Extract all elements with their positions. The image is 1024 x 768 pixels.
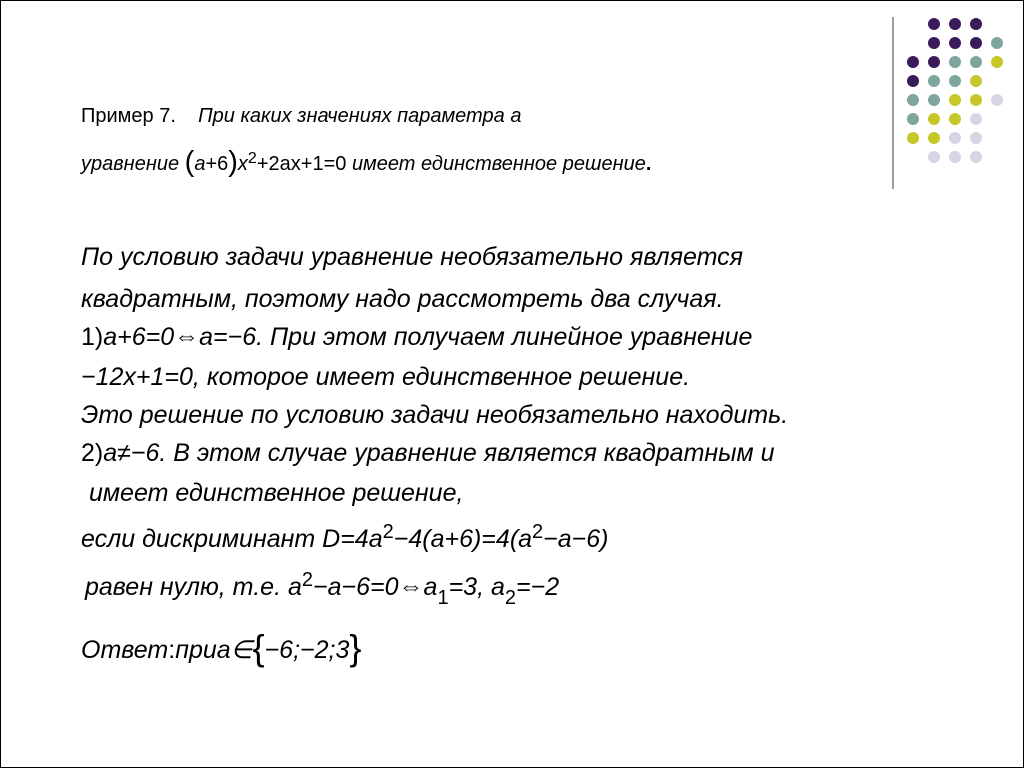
decorative-dot [991, 37, 1003, 49]
decorative-dot [970, 56, 982, 68]
body-line-9 [85, 569, 560, 609]
disc-mid: −4(a+6)=4(a [393, 525, 533, 553]
body-line-8 [81, 521, 609, 554]
decorative-dot [928, 151, 940, 163]
body-line-7: имеет единственное решение, [89, 479, 464, 507]
decorative-dot [970, 37, 982, 49]
body-line-1: По условию задачи уравнение необязательно является [81, 243, 744, 271]
decorative-dot [928, 132, 940, 144]
body-line-2: квадратным, поэтому надо рассмотреть два случая. [81, 285, 724, 313]
question-text-2: имеет единственное решение [351, 153, 646, 175]
decorative-dot [928, 56, 940, 68]
decorative-dot-grid [1, 1, 2, 2]
disc-pow-2: 2 [532, 521, 544, 543]
decorative-divider-line [892, 17, 894, 189]
case1-condition: a+6=0⇔a=−6 [103, 323, 257, 351]
title-eq-plus: + [205, 153, 218, 175]
decorative-dot [949, 151, 961, 163]
title-eq-var: x [237, 153, 248, 175]
question-param: a [510, 105, 522, 127]
body-line-5: Это решение по условию задачи необязательно находить. [81, 401, 789, 429]
case2-number: 2) [81, 439, 104, 467]
decorative-dot [928, 37, 940, 49]
decorative-dot [928, 18, 940, 30]
title-line-1 [81, 105, 521, 128]
answer-line [81, 625, 361, 667]
example-number: 7. [159, 105, 176, 127]
case1-number: 1) [81, 323, 104, 351]
decorative-dot [970, 94, 982, 106]
root-2: =−2 [516, 573, 560, 601]
title-eq-coef-a: a [194, 153, 206, 175]
root-1: =3, a [448, 573, 505, 601]
title-eq-coef-num: 6 [217, 153, 229, 175]
body-line-case1 [81, 323, 752, 352]
question-word: уравнение [81, 153, 180, 175]
root-sub-2: 2 [504, 587, 516, 609]
answer-set: −6;−2;3 [264, 636, 350, 664]
decorative-dot [928, 94, 940, 106]
title-line-2 [81, 145, 651, 178]
case2-text: . В этом случае уравнение является квадратным и [159, 439, 775, 467]
title-period: . [645, 153, 652, 175]
disc-pow-1: 2 [382, 521, 394, 543]
decorative-dot [970, 75, 982, 87]
question-text-1: При каких значениях параметра [198, 105, 505, 127]
decorative-dot [970, 18, 982, 30]
decorative-dot [970, 151, 982, 163]
line4-text: , которое имеет единственное решение. [192, 363, 691, 391]
title-eq-term2: +2ax [256, 153, 301, 175]
decorative-dot [928, 113, 940, 125]
title-eq-power: 2 [247, 149, 257, 167]
quad-a: a [287, 573, 302, 601]
answer-lbrace: { [252, 626, 265, 668]
decorative-dot [928, 75, 940, 87]
decorative-dot [949, 56, 961, 68]
decorative-dot [949, 132, 961, 144]
linear-equation: −12x+1=0 [81, 363, 193, 391]
answer-colon: : [168, 636, 176, 664]
quad-rest: −a−6=0⇔a [313, 573, 438, 601]
decorative-dot [949, 37, 961, 49]
body-line-case2 [81, 439, 775, 468]
disc-lhs: D=4a [322, 525, 383, 553]
decorative-dot [991, 56, 1003, 68]
decorative-dot [907, 75, 919, 87]
decorative-dot [949, 94, 961, 106]
decorative-dot [949, 18, 961, 30]
decorative-dot [907, 113, 919, 125]
quad-pow: 2 [301, 569, 314, 591]
decorative-dot [907, 56, 919, 68]
body-line-4 [81, 363, 690, 392]
case2-condition: a≠−6 [103, 439, 160, 467]
decorative-dot [970, 132, 982, 144]
title-eq-term3: +1=0 [300, 153, 347, 175]
decorative-dot [991, 94, 1003, 106]
answer-text: при [175, 636, 217, 664]
decorative-dot [949, 75, 961, 87]
answer-rbrace: } [349, 626, 362, 668]
root-sub-1: 1 [437, 587, 449, 609]
answer-label: Ответ [81, 636, 169, 664]
decorative-dot [949, 113, 961, 125]
decorative-dot [907, 94, 919, 106]
answer-set-var: a∈ [216, 636, 253, 664]
case1-text: . При этом получаем линейное уравнение [256, 323, 753, 351]
decorative-dot [970, 113, 982, 125]
title-paren-close: ) [228, 146, 238, 179]
disc-rhs: −a−6) [543, 525, 609, 553]
zero-text: равен нулю, т.е. [85, 573, 282, 601]
example-label: Пример [81, 105, 154, 127]
discriminant-text: если дискриминант [81, 525, 316, 553]
title-paren-open: ( [184, 146, 195, 179]
decorative-dot [907, 132, 919, 144]
